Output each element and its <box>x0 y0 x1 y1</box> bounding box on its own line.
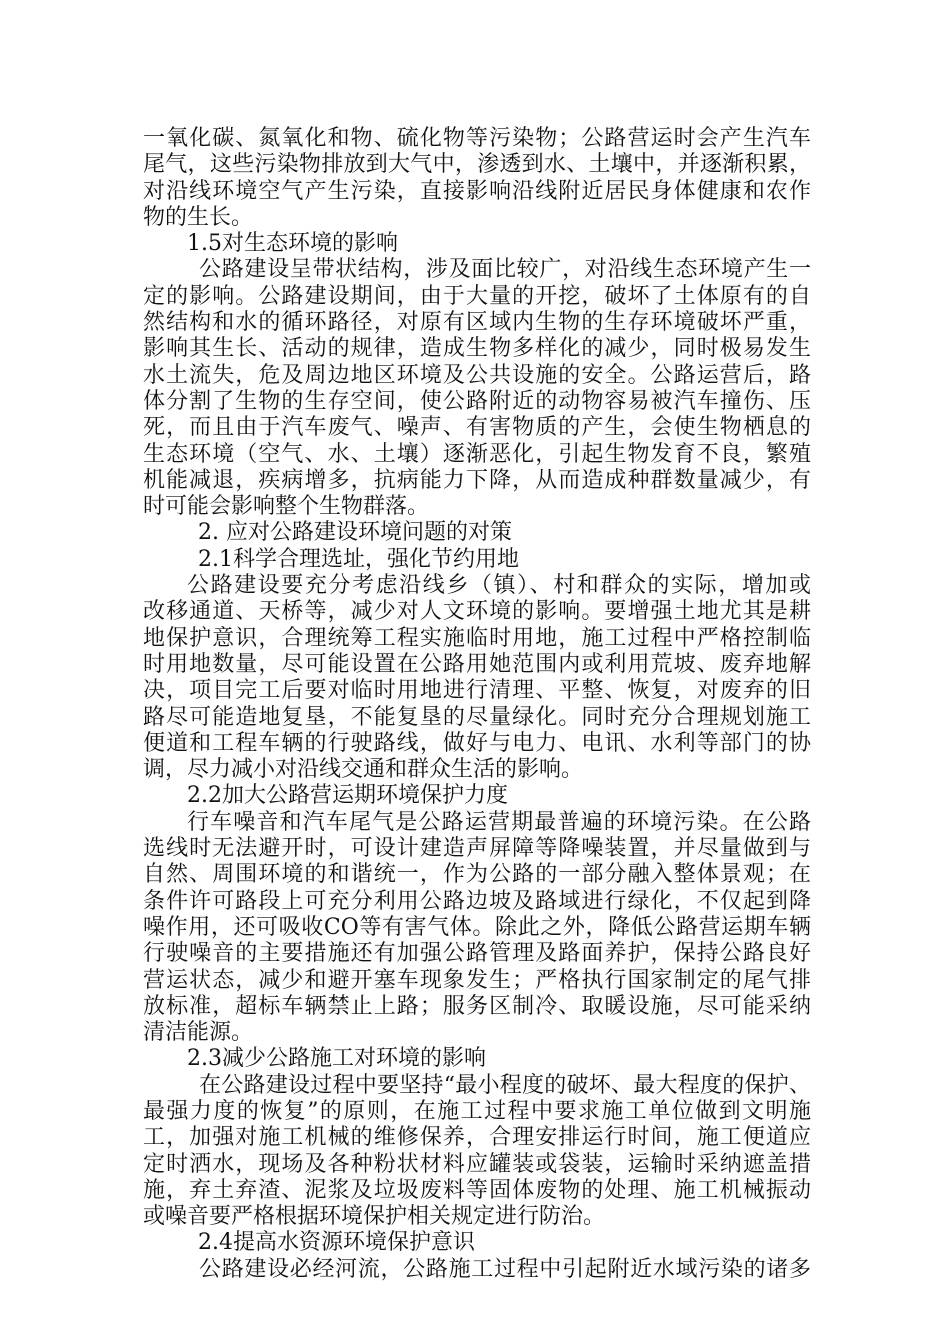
body-line: 行驶噪音的主要措施还有加强公路管理及路面养护，保持公路良好 <box>143 941 811 967</box>
body-line: 清洁能源。 <box>143 1020 254 1046</box>
body-line: 时可能会影响整个生物群落。 <box>143 494 430 520</box>
section-heading-1-5: 1.5对生态环境的影响 <box>187 231 398 257</box>
section-heading-2: 2. 应对公路建设环境问题的对策 <box>198 520 512 546</box>
body-line: 选线时无法避开时，可设计建造声屏障等降噪装置，并尽量做到与 <box>143 836 811 862</box>
body-line: 机能减退，疾病增多，抗病能力下降，从而造成种群数量减少，有 <box>143 467 811 493</box>
body-line: 死，而且由于汽车废气、噪声、有害物质的产生，会使生物栖息的 <box>143 415 811 441</box>
body-line: 尾气，这些污染物排放到大气中，渗透到水、土壤中，并逐渐积累， <box>143 152 811 178</box>
body-line: 生态环境（空气、水、土壤）逐渐恶化，引起生物发育不良，繁殖 <box>143 441 811 467</box>
body-line: 对沿线环境空气产生污染，直接影响沿线附近居民身体健康和农作 <box>143 178 811 204</box>
body-line: 改移通道、天桥等，减少对人文环境的影响。要增强土地尤其是耕 <box>143 599 811 625</box>
body-line: 公路建设呈带状结构，涉及面比较广，对沿线生态环境产生一 <box>199 257 811 283</box>
body-line: 体分割了生物的生存空间，使公路附近的动物容易被汽车撞伤、压 <box>143 388 811 414</box>
body-line: 地保护意识，合理统筹工程实施临时用地，施工过程中严格控制临 <box>143 625 811 651</box>
body-line: 决，项目完工后要对临时用地进行清理、平整、恢复，对废弃的旧 <box>143 678 811 704</box>
body-line: 公路建设要充分考虑沿线乡（镇）、村和群众的实际，增加或 <box>187 573 811 599</box>
body-line: 行车噪音和汽车尾气是公路运营期最普遍的环境污染。在公路 <box>187 809 811 835</box>
body-line: 工，加强对施工机械的维修保养，合理安排运行时间，施工便道应 <box>143 1125 811 1151</box>
body-line: 营运状态，减少和避开塞车现象发生；严格执行国家制定的尾气排 <box>143 967 811 993</box>
body-line: 条件许可路段上可充分利用公路边坡及路域进行绿化，不仅起到降 <box>143 888 811 914</box>
body-line: 水土流失，危及周边地区环境及公共设施的安全。公路运营后，路 <box>143 362 811 388</box>
body-line: 影响其生长、活动的规律，造成生物多样化的减少，同时极易发生 <box>143 336 811 362</box>
body-line: 放标准，超标车辆禁止上路；服务区制冷、取暖设施，尽可能采纳 <box>143 993 811 1019</box>
body-line: 时用地数量，尽可能设置在公路用她范围内或利用荒坡、废弃地解 <box>143 651 811 677</box>
body-line: 物的生长。 <box>143 204 254 230</box>
document-body <box>143 126 811 1283</box>
section-heading-2-2: 2.2加大公路营运期环境保护力度 <box>187 783 508 809</box>
body-line: 自然、周围环境的和谐统一，作为公路的一部分融入整体景观；在 <box>143 862 811 888</box>
section-heading-2-4: 2.4提高水资源环境保护意识 <box>198 1230 475 1256</box>
body-line: 定的影响。公路建设期间，由于大量的开挖，破坏了土体原有的自 <box>143 283 811 309</box>
body-line: 定时洒水，现场及各种粉状材料应罐装或袋装，运输时采纳遮盖措 <box>143 1151 811 1177</box>
section-heading-2-1: 2.1科学合理选址，强化节约用地 <box>198 546 519 572</box>
body-line: 在公路建设过程中要坚持“最小程度的破坏、最大程度的保护、 <box>199 1072 811 1098</box>
body-line: 然结构和水的循环路径，对原有区域内生物的生存环境破坏严重， <box>143 310 811 336</box>
body-line: 施，弃土弃渣、泥浆及垃圾废料等固体废物的处理、施工机械振动 <box>143 1177 811 1203</box>
body-line: 一氧化碳、氮氧化和物、硫化物等污染物；公路营运时会产生汽车 <box>143 126 811 151</box>
body-line: 便道和工程车辆的行驶路线，做好与电力、电讯、水利等部门的协 <box>143 730 811 756</box>
body-line: 调，尽力减小对沿线交通和群众生活的影响。 <box>143 757 584 783</box>
body-line: 公路建设必经河流，公路施工过程中引起附近水域污染的诸多 <box>199 1256 811 1282</box>
body-line: 最强力度的恢复”的原则，在施工过程中要求施工单位做到文明施 <box>143 1098 811 1124</box>
body-line: 或噪音要严格根据环境保护相关规定进行防治。 <box>143 1204 606 1230</box>
body-line: 路尽可能造地复垦，不能复垦的尽量绿化。同时充分合理规划施工 <box>143 704 811 730</box>
body-line: 噪作用，还可吸收CO等有害气体。除此之外，降低公路营运期车辆 <box>143 914 811 940</box>
section-heading-2-3: 2.3减少公路施工对环境的影响 <box>187 1046 486 1072</box>
